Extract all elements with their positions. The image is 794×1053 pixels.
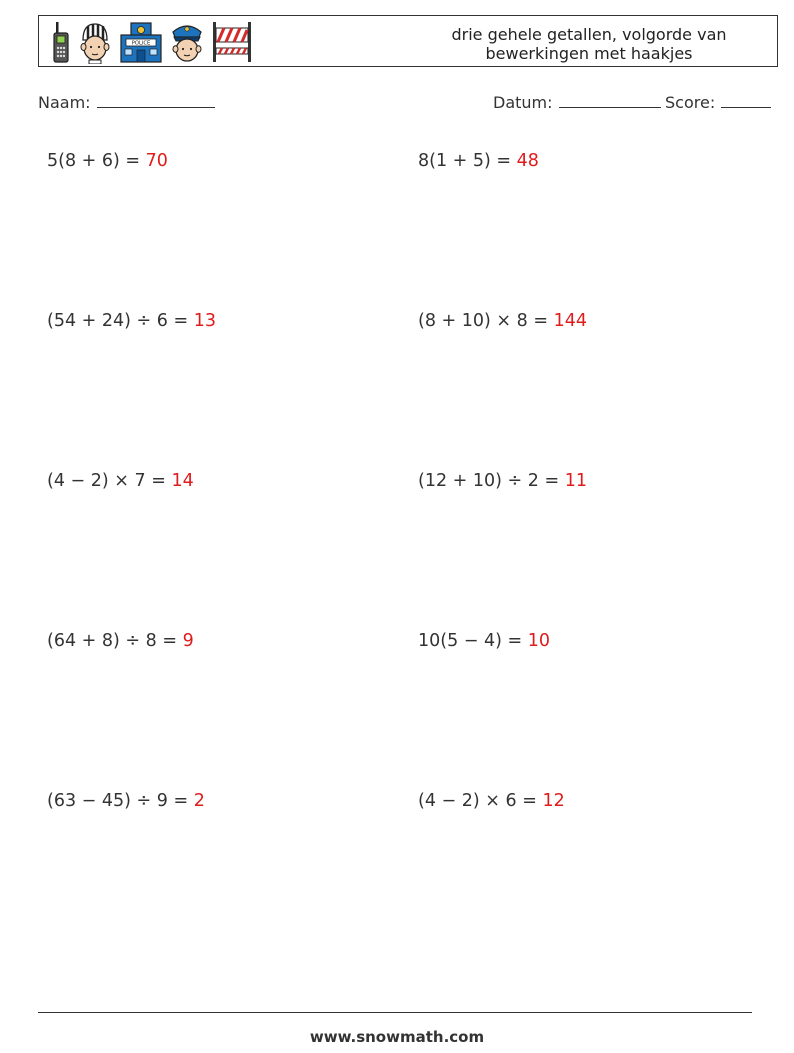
worksheet-title [399,25,779,63]
problem-2 [418,151,539,171]
problem-3 [47,311,216,331]
problem-2-expression: 8(1 + 5) = [418,151,517,171]
score-label: Score: [665,93,716,112]
road-barrier-icon [211,20,253,64]
problem-10-answer: 12 [542,791,565,811]
problem-5-expression: (4 − 2) × 7 = [47,471,172,491]
name-field [38,93,215,112]
problem-3-expression: (54 + 24) ÷ 6 = [47,311,194,331]
prisoner-icon [77,20,113,64]
problem-9-expression: (63 − 45) ÷ 9 = [47,791,194,811]
problem-4-answer: 144 [553,311,587,331]
footer-divider [38,1012,752,1013]
problem-7-answer: 9 [182,631,194,651]
problem-2-answer: 48 [516,151,539,171]
problem-9-answer: 2 [193,791,205,811]
problem-10 [418,791,565,811]
problem-1 [47,151,168,171]
date-label: Datum: [493,93,553,112]
footer-url[interactable]: www.snowmath.com [309,1028,485,1046]
problem-6-answer: 11 [564,471,587,491]
problem-7-expression: (64 + 8) ÷ 8 = [47,631,183,651]
problem-1-answer: 70 [145,151,168,171]
problem-8-expression: 10(5 − 4) = [418,631,528,651]
score-field [665,93,771,112]
name-blank[interactable] [97,93,215,108]
date-field [493,93,661,112]
score-blank[interactable] [721,93,771,108]
problem-5 [47,471,194,491]
problem-8-answer: 10 [527,631,551,651]
problem-9 [47,791,205,811]
problem-1-expression: 5(8 + 6) = [47,151,146,171]
name-label: Naam: [38,93,91,112]
problem-7 [47,631,194,651]
police-station-icon [119,20,163,64]
police-sign-text: POLICE [131,40,151,47]
problem-4-expression: (8 + 10) × 8 = [418,311,554,331]
problem-3-answer: 13 [193,311,216,331]
problem-4 [418,311,587,331]
title-line-1: drie gehele getallen, volgorde van [451,25,727,44]
problem-5-answer: 14 [171,471,194,491]
worksheet-header [38,15,778,67]
problem-8 [418,631,550,651]
title-line-2: bewerkingen met haakjes [485,44,693,63]
date-blank[interactable] [559,93,661,108]
problem-6-expression: (12 + 10) ÷ 2 = [418,471,565,491]
walkie-talkie-icon [51,20,71,64]
police-officer-icon [169,20,205,64]
header-icons [51,19,253,65]
problem-6 [418,471,587,491]
problem-10-expression: (4 − 2) × 6 = [418,791,543,811]
